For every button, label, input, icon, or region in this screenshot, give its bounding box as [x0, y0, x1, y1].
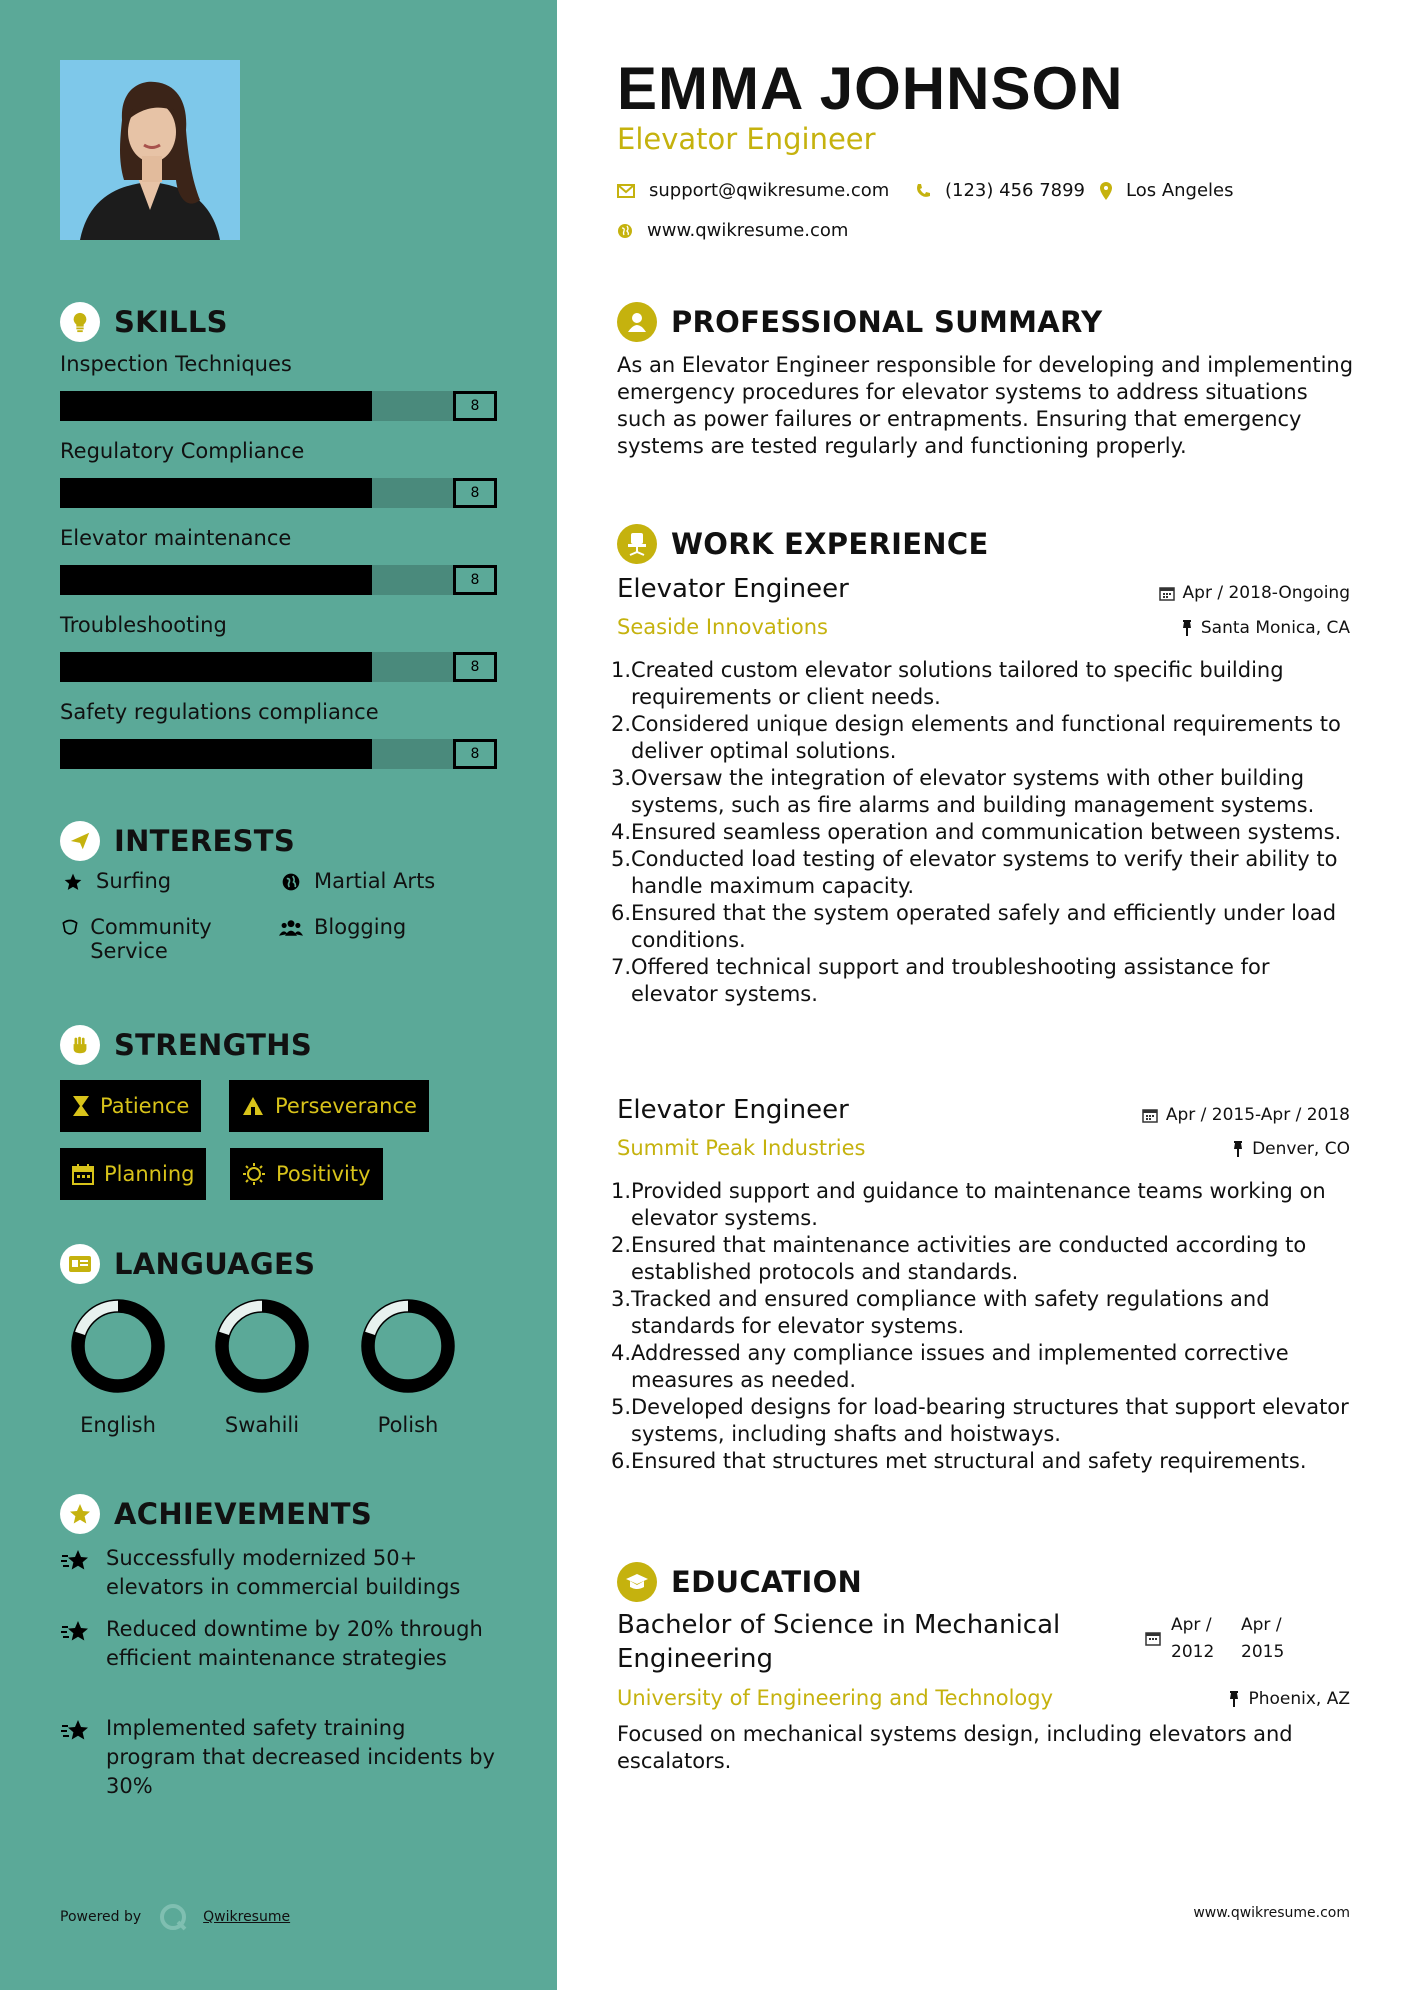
duty-text: Addressed any compliance issues and implemented corrective measures as needed.	[631, 1341, 1289, 1392]
skill-bar-fill	[60, 739, 372, 769]
strength-tag-positivity	[230, 1148, 383, 1200]
duty-item	[611, 657, 1361, 711]
strength-tag-perseverance	[229, 1080, 429, 1132]
skill-level: 8	[453, 652, 497, 682]
duty-number: 6.	[611, 1449, 632, 1473]
map-pin-icon	[1100, 182, 1112, 200]
duty-text: Tracked and ensured compliance with safety regulations and standards for elevator systems.	[631, 1287, 1270, 1338]
contact-location	[1100, 180, 1234, 201]
skill-bar-fill	[60, 391, 372, 421]
languages-title: LANGUAGES	[114, 1247, 316, 1281]
skill-level: 8	[453, 391, 497, 421]
duty-text: Ensured that maintenance activities are conducted according to established protocols and standards.	[631, 1233, 1307, 1284]
interest-label: Blogging	[314, 915, 407, 939]
skill-label: Safety regulations compliance	[60, 700, 379, 724]
interest-item-surfing	[60, 869, 171, 893]
paper-plane-icon	[60, 821, 100, 861]
duty-text: Developed designs for load-bearing structures that support elevator systems, including shafts and hoistways.	[631, 1395, 1349, 1446]
id-card-icon	[60, 1244, 100, 1284]
duty-text: Conducted load testing of elevator systems to verify their ability to handle maximum capacity.	[631, 847, 1338, 898]
skill-label: Troubleshooting	[60, 613, 227, 637]
interest-label: Martial Arts	[314, 869, 436, 893]
phone-text: (123) 456 7899	[945, 180, 1086, 201]
skill-bar-fill	[60, 478, 372, 508]
summary-header	[617, 302, 1102, 342]
interest-label: Community Service	[90, 915, 212, 963]
contact-email[interactable]	[617, 180, 889, 201]
achievement-text: Reduced downtime by 20% through efficient maintenance strategies	[106, 1617, 483, 1670]
star-icon	[60, 872, 86, 892]
duty-item	[611, 1448, 1361, 1475]
skill-bar-fill	[60, 652, 372, 682]
duty-number: 4.	[611, 1341, 632, 1365]
star-badge-icon	[60, 1494, 100, 1534]
education-end-year: 2015	[1241, 1642, 1285, 1662]
skill-label: Regulatory Compliance	[60, 439, 305, 463]
envelope-icon	[617, 184, 635, 198]
achievement-text: Implemented safety training program that decreased incidents by 30%	[106, 1716, 495, 1798]
website-text: www.qwikresume.com	[647, 220, 849, 241]
education-description: Focused on mechanical systems design, including elevators and escalators.	[617, 1722, 1293, 1773]
skill-bar	[60, 478, 497, 508]
duty-text: Provided support and guidance to maintenance teams working on elevator systems.	[631, 1179, 1326, 1230]
achievement-item	[60, 1615, 500, 1673]
qwikresume-link[interactable]: Qwikresume	[203, 1909, 291, 1925]
calendar-icon	[1145, 1628, 1161, 1655]
job-company: Seaside Innovations	[617, 615, 828, 639]
duty-number: 4.	[611, 820, 632, 844]
achievements-header	[60, 1494, 372, 1534]
duty-text: Considered unique design elements and functional requirements to deliver optimal solutions.	[631, 712, 1341, 763]
job-date	[1159, 583, 1350, 603]
contact-website[interactable]	[617, 220, 848, 241]
duty-text: Oversaw the integration of elevator systems with other building systems, such as fire alarms and building management systems.	[631, 766, 1315, 817]
lightbulb-icon	[60, 302, 100, 342]
office-chair-icon	[617, 524, 657, 564]
pushpin-icon	[1228, 1691, 1240, 1707]
job-date-text: Apr / 2015-Apr / 2018	[1165, 1105, 1350, 1125]
interest-item-community-service	[60, 915, 250, 963]
strength-label: Perseverance	[275, 1094, 417, 1118]
duty-number: 3.	[611, 1287, 632, 1311]
duty-number: 7.	[611, 955, 632, 979]
education-end-date	[1241, 1612, 1284, 1666]
job-title: Elevator Engineer	[617, 1095, 849, 1125]
duty-item	[611, 819, 1361, 846]
main-content	[557, 0, 1407, 1990]
achievement-text: Successfully modernized 50+ elevators in commercial buildings	[106, 1546, 461, 1599]
education-end-month: Apr /	[1241, 1615, 1282, 1635]
contact-phone[interactable]	[915, 180, 1085, 201]
duty-number: 2.	[611, 712, 632, 736]
candidate-name: EMMA JOHNSON	[617, 55, 1124, 122]
powered-by-label: Powered by	[60, 1909, 142, 1925]
interest-item-blogging	[278, 915, 406, 939]
languages-header	[60, 1244, 315, 1284]
strengths-header	[60, 1025, 312, 1065]
duty-item	[611, 765, 1361, 819]
strength-tag-planning	[60, 1148, 206, 1200]
skills-header	[60, 302, 228, 342]
job-location	[1181, 618, 1350, 638]
interests-title: INTERESTS	[114, 824, 296, 858]
duty-number: 1.	[611, 1179, 632, 1203]
duty-number: 2.	[611, 1233, 632, 1257]
users-icon	[278, 918, 304, 938]
skill-label: Elevator maintenance	[60, 526, 292, 550]
skill-bar	[60, 739, 497, 769]
job-title: Elevator Engineer	[617, 574, 849, 604]
duty-item	[611, 1394, 1361, 1448]
trophy-star-icon	[60, 1619, 92, 1673]
skill-level: 8	[453, 739, 497, 769]
hiker-icon	[241, 1095, 265, 1117]
calendar-icon	[1159, 585, 1175, 601]
language-label: Swahili	[224, 1413, 300, 1437]
trophy-star-icon	[60, 1718, 92, 1801]
interest-label: Surfing	[96, 869, 172, 893]
skills-title: SKILLS	[114, 305, 228, 339]
duty-item	[611, 711, 1361, 765]
email-text: support@qwikresume.com	[649, 180, 890, 201]
language-label: Polish	[377, 1413, 439, 1437]
job-location-text: Denver, CO	[1252, 1139, 1350, 1159]
duty-number: 6.	[611, 901, 632, 925]
achievement-item	[60, 1714, 500, 1801]
language-label: English	[80, 1413, 156, 1437]
job-date-text: Apr / 2018-Ongoing	[1182, 583, 1350, 603]
duty-item	[611, 1286, 1361, 1340]
job-location-text: Santa Monica, CA	[1200, 618, 1350, 638]
achievements-title: ACHIEVEMENTS	[114, 1497, 373, 1531]
duty-number: 5.	[611, 1395, 632, 1419]
calendar-icon	[72, 1163, 94, 1185]
strengths-title: STRENGTHS	[114, 1028, 313, 1062]
strength-tag-patience	[60, 1080, 201, 1132]
duty-number: 5.	[611, 847, 632, 871]
education-header	[617, 1562, 862, 1602]
education-start-month: Apr /	[1171, 1615, 1212, 1635]
qwikresume-logo-icon	[159, 1903, 187, 1931]
globe-icon	[278, 872, 304, 892]
achievement-item	[60, 1544, 500, 1602]
education-location	[1228, 1689, 1350, 1709]
education-start-year: 2012	[1171, 1642, 1215, 1662]
duty-number: 1.	[611, 658, 632, 682]
job-location	[1232, 1139, 1350, 1159]
language-level-ring	[214, 1298, 310, 1394]
calendar-icon	[1142, 1107, 1158, 1123]
duty-item	[611, 1178, 1361, 1232]
skill-label: Inspection Techniques	[60, 352, 292, 376]
skill-bar	[60, 565, 497, 595]
duty-item	[611, 1232, 1361, 1286]
skill-level: 8	[453, 565, 497, 595]
job-duties	[611, 657, 1361, 1008]
sidebar	[0, 0, 557, 1990]
interest-item-martial-arts	[278, 869, 435, 893]
duty-item	[611, 1340, 1361, 1394]
location-text: Los Angeles	[1126, 180, 1234, 201]
job-duties	[611, 1178, 1361, 1475]
footer-website[interactable]: www.qwikresume.com	[1193, 1905, 1350, 1921]
duty-item	[611, 900, 1361, 954]
shield-icon	[60, 918, 80, 938]
globe-icon	[617, 223, 633, 239]
duty-item	[611, 846, 1361, 900]
user-icon	[617, 302, 657, 342]
work-header	[617, 524, 989, 564]
skill-level: 8	[453, 478, 497, 508]
duty-item	[611, 954, 1361, 1008]
trophy-star-icon	[60, 1548, 92, 1602]
phone-icon	[915, 183, 931, 199]
skill-bar	[60, 391, 497, 421]
duty-text: Offered technical support and troubleshooting assistance for elevator systems.	[631, 955, 1270, 1006]
strength-label: Patience	[100, 1094, 190, 1118]
strength-label: Positivity	[276, 1162, 371, 1186]
graduation-cap-icon	[617, 1562, 657, 1602]
education-location-text: Phoenix, AZ	[1248, 1689, 1350, 1709]
fist-icon	[60, 1025, 100, 1065]
sun-icon	[242, 1162, 266, 1186]
duty-text: Created custom elevator solutions tailored to specific building requirements or client needs.	[631, 658, 1284, 709]
duty-text: Ensured seamless operation and communication between systems.	[631, 820, 1342, 844]
candidate-title: Elevator Engineer	[617, 122, 876, 156]
hourglass-icon	[72, 1095, 90, 1117]
powered-by	[60, 1903, 290, 1931]
summary-text: As an Elevator Engineer responsible for developing and implementing emergency procedures for elevator systems to address situations such as power failures or entrapments. Ensuring that emergency systems are tested regularly and functioning properly.	[617, 353, 1354, 458]
interests-header	[60, 821, 295, 861]
duty-number: 3.	[611, 766, 632, 790]
skill-bar-fill	[60, 565, 372, 595]
language-level-ring	[70, 1298, 166, 1394]
language-level-ring	[360, 1298, 456, 1394]
skill-bar	[60, 652, 497, 682]
job-company: Summit Peak Industries	[617, 1136, 866, 1160]
pushpin-icon	[1181, 620, 1193, 636]
profile-photo	[60, 60, 240, 240]
education-start-date	[1171, 1612, 1214, 1666]
pushpin-icon	[1232, 1141, 1244, 1157]
education-degree: Bachelor of Science in Mechanical Engineering	[617, 1610, 1061, 1674]
summary-title: PROFESSIONAL SUMMARY	[671, 305, 1103, 339]
work-title: WORK EXPERIENCE	[671, 527, 989, 561]
education-title: EDUCATION	[671, 1565, 863, 1599]
job-date	[1142, 1105, 1350, 1125]
duty-text: Ensured that structures met structural and safety requirements.	[631, 1449, 1307, 1473]
strength-label: Planning	[104, 1162, 195, 1186]
education-school: University of Engineering and Technology	[617, 1686, 1054, 1710]
duty-text: Ensured that the system operated safely and efficiently under load conditions.	[631, 901, 1337, 952]
